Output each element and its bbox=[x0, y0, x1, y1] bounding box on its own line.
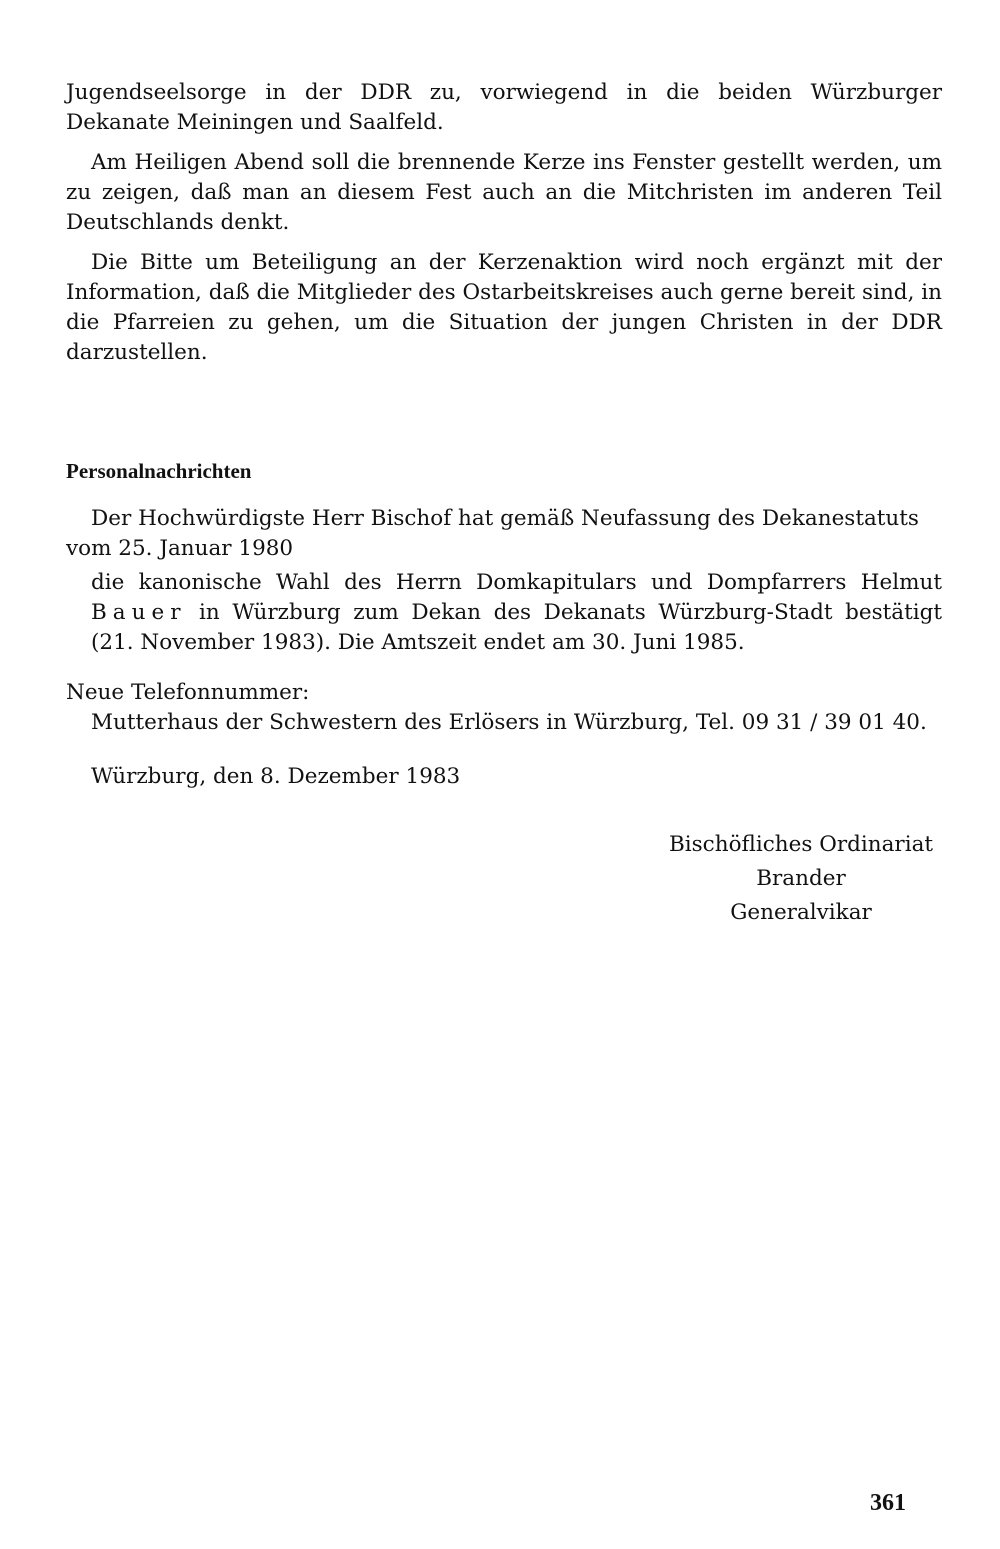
phone-section bbox=[66, 678, 942, 738]
intro-paragraph-1: Jugendseelsorge in der DDR zu, vorwiegend in die beiden Würzburger Dekanate Meiningen und Saalfeld. bbox=[66, 80, 942, 135]
phone-label: Neue Telefonnummer: bbox=[66, 680, 310, 705]
section-heading-personal: Personalnachrichten bbox=[66, 459, 252, 483]
personal-paragraph-2 bbox=[66, 568, 942, 658]
intro-paragraph-3: Die Bitte um Beteiligung an der Kerzenaktion wird noch ergänzt mit der Information, daß die Mitglieder des Ostarbeitskreises auch gerne bereit sind, in die Pfarreien zu gehen, um die Situation der jungen Christen in der DDR darzustellen. bbox=[66, 250, 942, 365]
signature-block bbox=[656, 828, 946, 930]
phone-entry: Mutterhaus der Schwestern des Erlösers in Würzburg, Tel. 09 31 / 39 01 40. bbox=[91, 710, 927, 735]
dateline: Würzburg, den 8. Dezember 1983 bbox=[91, 764, 461, 789]
intro-paragraph-2: Am Heiligen Abend soll die brennende Kerze ins Fenster gestellt werden, um zu zeigen, daß man an diesem Fest auch an die Mitchristen im anderen Teil Deutschlands denkt. bbox=[66, 150, 942, 235]
personal-paragraph-1 bbox=[66, 504, 942, 564]
signature-title: Generalvikar bbox=[730, 900, 872, 925]
personal-p2-part1: die kanonische Wahl des Herrn Domkapitulars und Dompfarrers Helmut bbox=[91, 570, 942, 595]
page-number: 361 bbox=[870, 1490, 906, 1516]
personal-p2-part2: in Würzburg zum Dekan des Dekanats Würzburg-Stadt bestätigt (21. November 1983). Die Amtszeit endet am 30. Juni 1985. bbox=[91, 600, 943, 655]
personal-line-1: Der Hochwürdigste Herr Bischof hat gemäß Neufassung des Dekanestatuts bbox=[91, 506, 919, 531]
person-name: Bauer bbox=[91, 600, 187, 625]
signature-office: Bischöfliches Ordinariat bbox=[668, 832, 934, 857]
signature-name: Brander bbox=[756, 866, 846, 891]
personal-line-2: vom 25. Januar 1980 bbox=[66, 536, 294, 561]
page-body bbox=[66, 78, 943, 925]
